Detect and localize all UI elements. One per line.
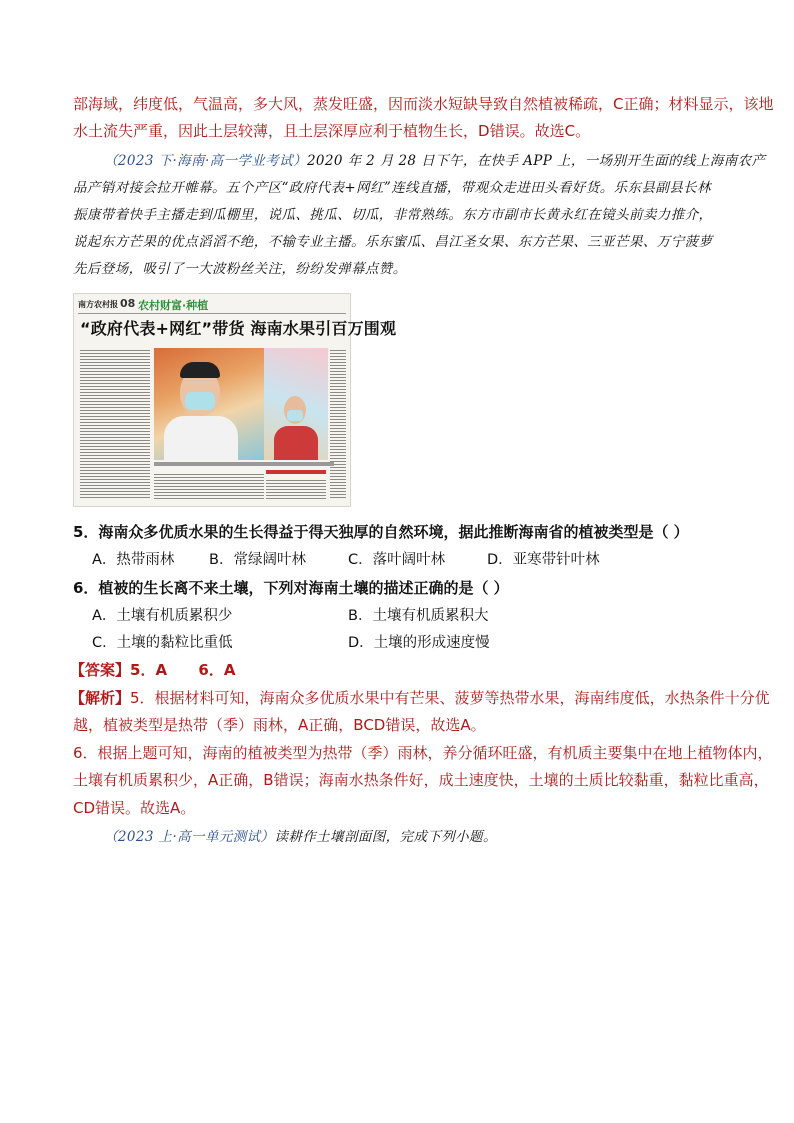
newspaper-column-text xyxy=(330,348,346,498)
answer-text: 5．A 6．A xyxy=(130,661,236,679)
newspaper-column-text xyxy=(154,472,264,500)
newspaper-section: 农村财富·种植 xyxy=(138,299,209,312)
text: 。 xyxy=(575,122,591,140)
q6-option-a: A．土壤有机质累积少 xyxy=(92,608,233,624)
face-mask xyxy=(185,392,215,410)
material-line-4: 说起东方芒果的优点滔滔不绝，不输专业主播。乐东蜜瓜、昌江圣女果、东方芒果、三亚芒果、万宁菠萝 xyxy=(73,234,713,250)
analysis-line-5 xyxy=(73,797,195,819)
option-letter: A xyxy=(460,716,471,734)
q5-option-d: D．亚寒带针叶林 xyxy=(487,552,600,568)
text: 正确， xyxy=(308,716,354,734)
text: 错误；海南水热条件好，成土速度快，土壤的土质比较黏重，黏粒比重高， xyxy=(273,771,769,789)
newspaper-photo-livestream xyxy=(264,348,328,460)
material-line-3: 振康带着快手主播走到瓜棚里，说瓜、挑瓜、切瓜，非常熟练。东方市副市长黄永红在镜头前卖力推介， xyxy=(73,207,713,223)
face-mask xyxy=(287,410,303,421)
analysis-line-4 xyxy=(73,769,769,791)
option-letter: A xyxy=(208,771,219,789)
text: 错误。故选 xyxy=(95,799,171,817)
photo-caption xyxy=(154,462,334,466)
option-letter: C xyxy=(613,95,624,113)
text: 。 xyxy=(470,716,486,734)
q6-option-c: C．土壤的黏粒比重低 xyxy=(92,635,233,651)
q6-option-d: D．土壤的形成速度慢 xyxy=(348,635,490,651)
source-tag: （2023 下·海南·高一学业考试） xyxy=(104,153,307,169)
text: 正确；材料显示，该地 xyxy=(623,95,774,113)
newspaper-highlight-bar xyxy=(266,470,326,474)
person-hair xyxy=(180,362,220,378)
newspaper-page-number: 08 xyxy=(120,297,136,310)
text: 土壤有机质累积少， xyxy=(73,771,209,789)
analysis-text: 6．根据上题可知，海南的植被类型为热带（季）雨林，养分循环旺盛，有机质主要集中在地上植物体内， xyxy=(73,744,773,762)
option-letter: C xyxy=(564,122,576,140)
prev-analysis-line-2 xyxy=(73,120,590,142)
newspaper-header xyxy=(78,297,346,314)
option-letter: A xyxy=(170,799,181,817)
option-letter: B xyxy=(263,771,274,789)
material-line-2: 品产销对接会拉开帷幕。五个产区“政府代表+网红”连线直播，带观众走进田头看好货。乐东县副县长林 xyxy=(73,180,711,196)
question-5-stem: 5．海南众多优质水果的生长得益于得天独厚的自然环境，据此推断海南省的植被类型是（ ） xyxy=(73,523,689,541)
analysis-text: 5．根据材料可知，海南众多优质水果中有芒果、菠萝等热带水果，海南纬度低，水热条件十分优 xyxy=(130,689,770,707)
q5-option-c: C．落叶阔叶林 xyxy=(348,552,446,568)
newspaper-column-text xyxy=(80,348,150,498)
newspaper-masthead: 南方农村报 xyxy=(78,299,118,309)
person-body xyxy=(164,416,238,460)
text: 错误。故选 xyxy=(489,122,565,140)
newspaper-headline: “政府代表+网红”带货 海南水果引百万围观 xyxy=(80,319,397,338)
analysis-label: 【解析】 xyxy=(70,689,131,707)
newspaper-column-text xyxy=(266,478,326,500)
text: 水土流失严重，因此土层较薄，且土层深厚应利于植物生长， xyxy=(73,122,479,140)
text: 越，植被类型是热带（季）雨林， xyxy=(73,716,299,734)
material-line-5: 先后登场，吸引了一大波粉丝关注，纷纷发弹幕点赞。 xyxy=(73,261,407,277)
text: 。 xyxy=(180,799,196,817)
q6-option-b: B．土壤有机质累积大 xyxy=(348,608,489,624)
material-line-1 xyxy=(104,150,765,172)
person-body xyxy=(274,426,318,460)
option-letter: D xyxy=(478,122,490,140)
answer-label: 【答案】 xyxy=(70,661,131,679)
newspaper-clipping-image xyxy=(73,293,397,507)
question-6-stem: 6．植被的生长离不来土壤，下列对海南土壤的描述正确的是（ ） xyxy=(73,579,509,597)
text: 部海域，纬度低，气温高，多大风，蒸发旺盛，因而淡水短缺导致自然植被稀疏， xyxy=(73,95,614,113)
prev-analysis-line-1 xyxy=(73,93,774,115)
analysis-line-3 xyxy=(73,742,773,764)
newspaper-photo-official xyxy=(154,348,264,460)
text: 错误，故选 xyxy=(385,716,461,734)
material-text: 读耕作土壤剖面图，完成下列小题。 xyxy=(274,829,497,845)
source-tag: （2023 上·高一单元测试） xyxy=(104,829,275,845)
next-material-line xyxy=(104,826,497,848)
material-text: 2020 年 2 月 28 日下午，在快手 APP 上，一场别开生面的线上海南农产 xyxy=(306,153,766,169)
q5-option-b: B．常绿阔叶林 xyxy=(209,552,306,568)
answer-line xyxy=(70,659,235,681)
analysis-line-2 xyxy=(73,714,486,736)
option-letter: A xyxy=(298,716,309,734)
option-letter: BCD xyxy=(353,716,386,734)
analysis-line-1 xyxy=(70,687,770,709)
q5-option-a: A．热带雨林 xyxy=(92,552,175,568)
text: 正确， xyxy=(218,771,264,789)
option-letter: CD xyxy=(73,799,96,817)
